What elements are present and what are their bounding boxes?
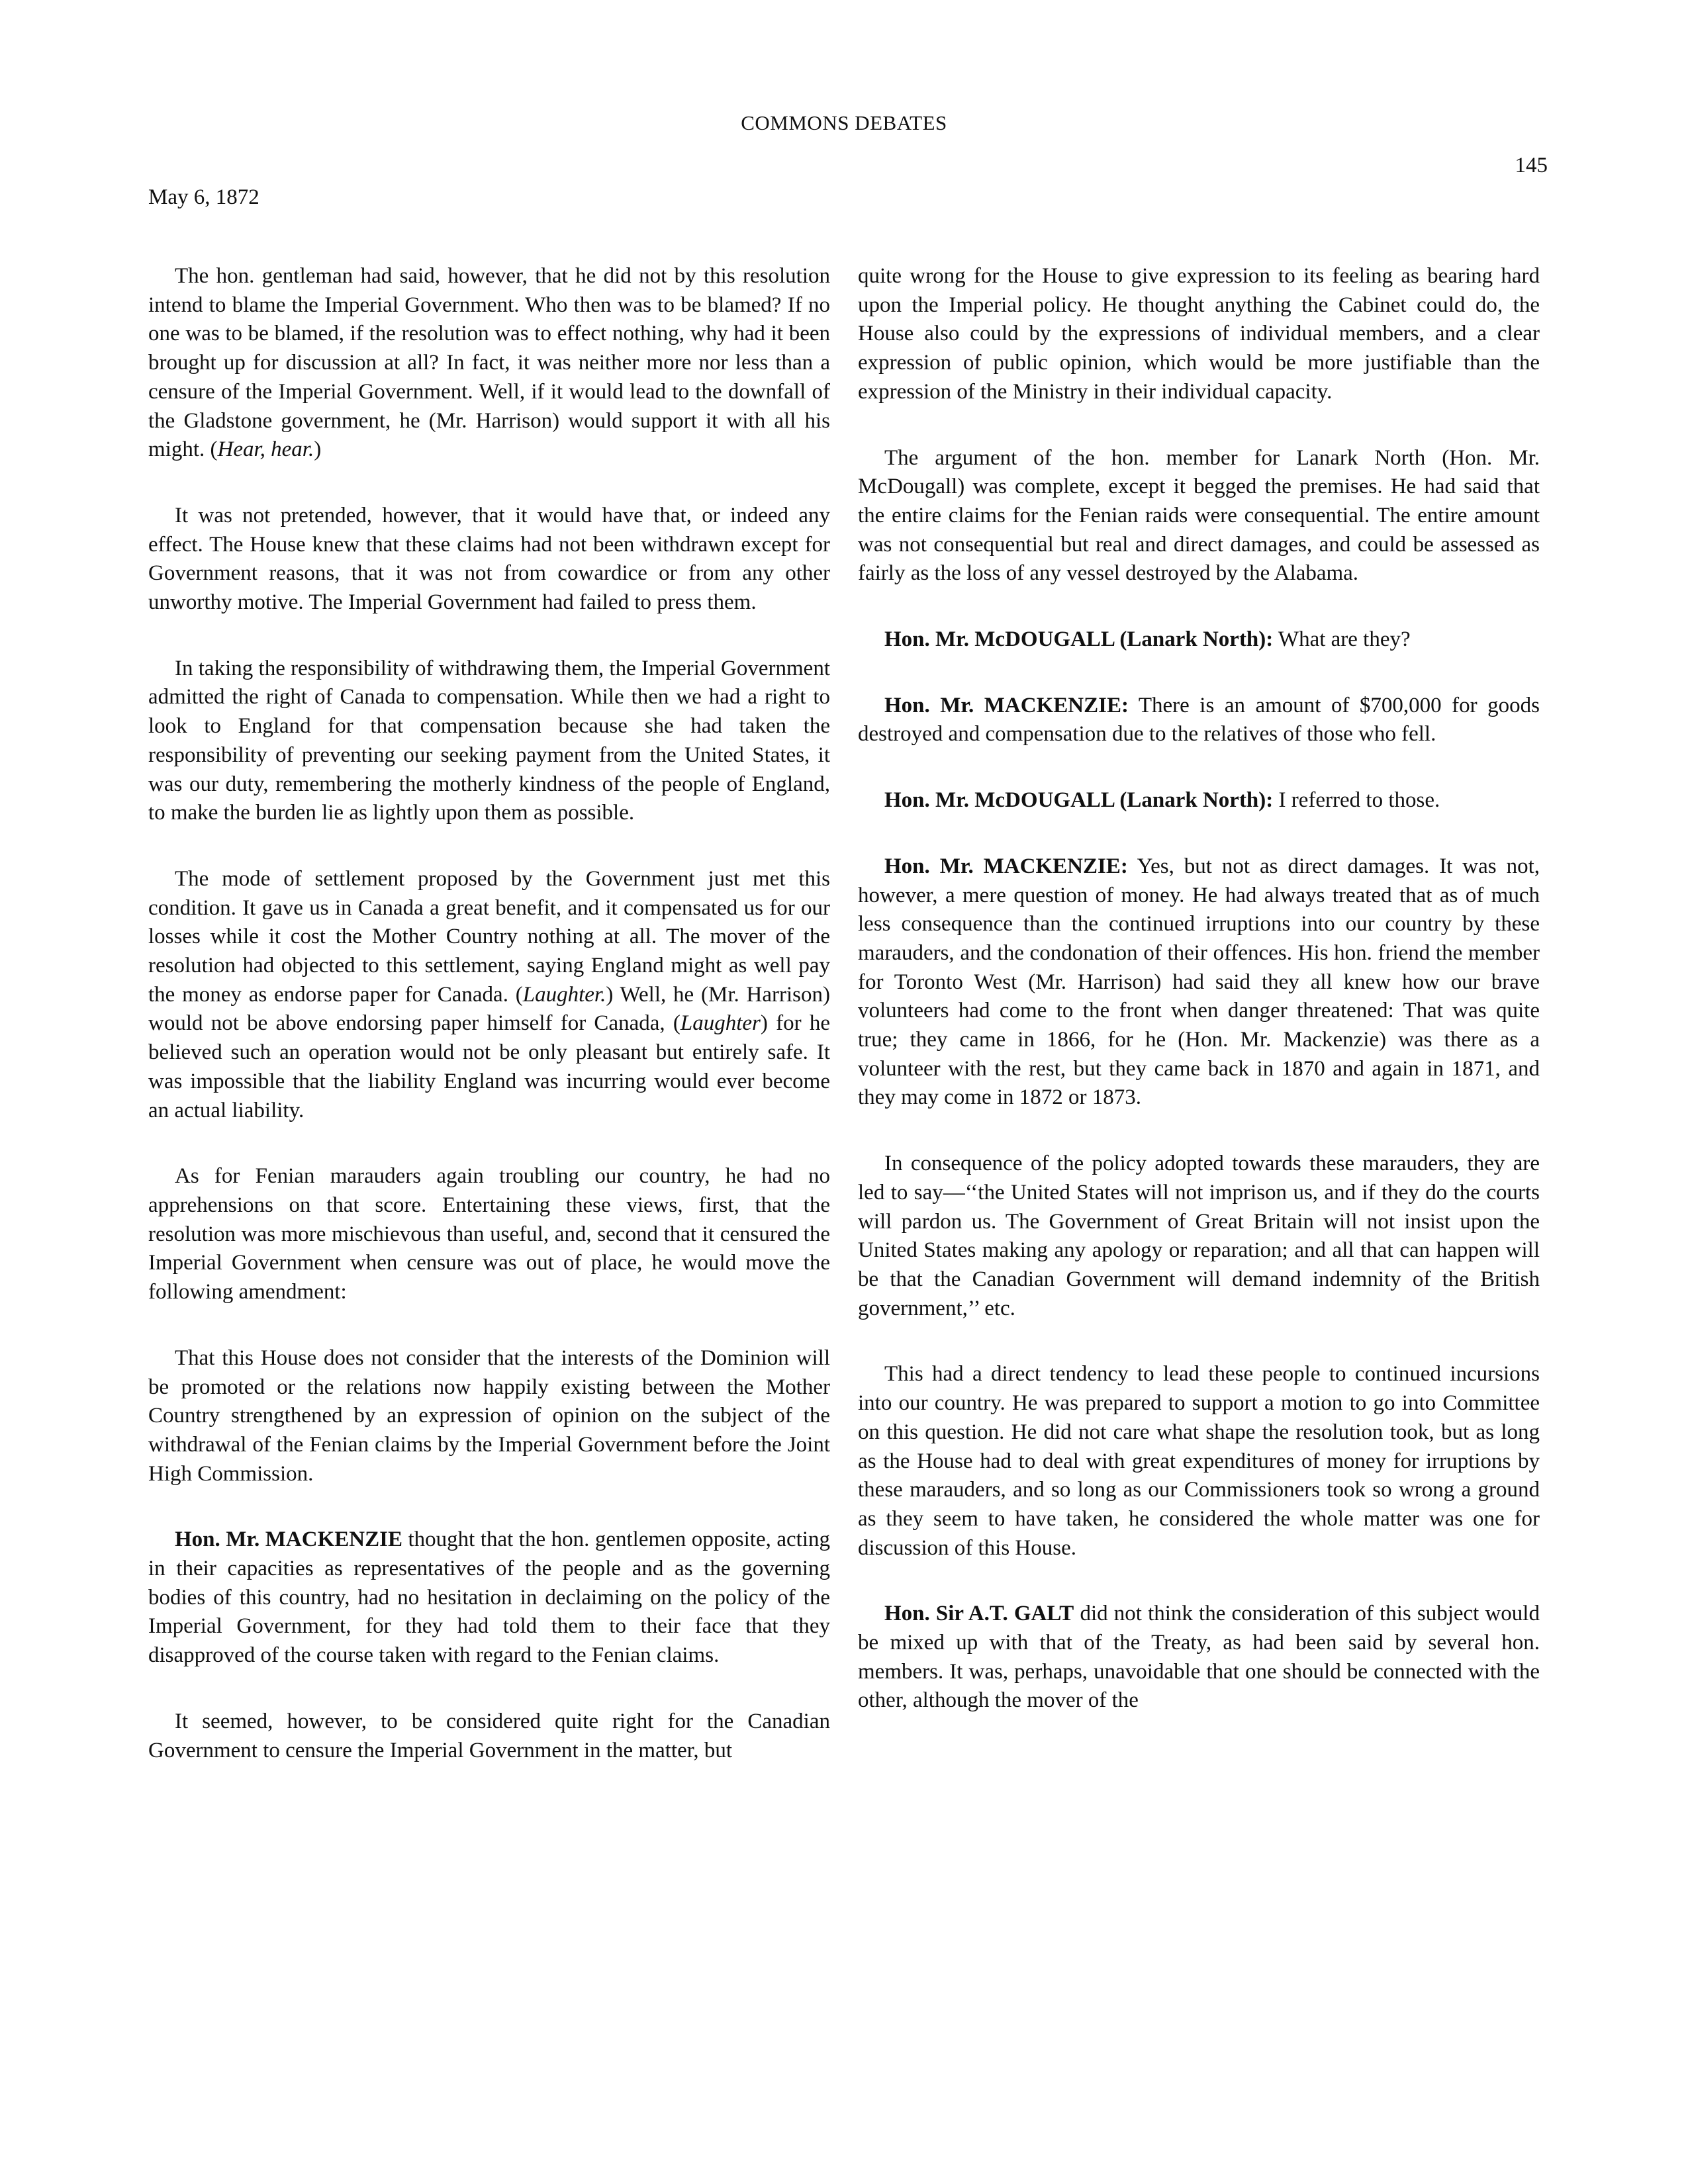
page-number: 145 xyxy=(1515,154,1548,177)
paragraph: As for Fenian marauders again troubling our country, he had no apprehensions on that score. Entertaining these views, first, that the resolution was more mischievous than useful, and, second that it censured the Imperial Government when censure was out of place, he would move the following amendment: xyxy=(148,1164,830,1304)
paragraph: In consequence of the policy adopted towards these marauders, they are led to say—‘‘the United States will not imprison us, and if they do the courts will pardon us. The Government of Great Britain will not insist upon the United States making any apology or reparation; and all that can happen will be that the Canadian Government will demand indemnity of the British government,’’ etc. xyxy=(858,1152,1540,1320)
speaker-name: Hon. Sir A.T. GALT xyxy=(884,1602,1074,1626)
paragraph: quite wrong for the House to give expression to its feeling as bearing hard upon the Imperial policy. He thought anything the Cabinet could do, the House also could by the expressions of individual members, and a clear expression of public opinion, which would be more justifiable than the expression of the Ministry in their individual capacity. xyxy=(858,264,1540,404)
interjection: Laughter xyxy=(680,1011,761,1036)
paragraph: This had a direct tendency to lead these people to continued incursions into our country. He was prepared to support a motion to go into Committee on this question. He did not care what shape the resolution took, but as long as the House had to deal with great expenditures of money for irruptions by these marauders, and so long as our Commissioners took so wrong a ground as they seem to have taken, he considered the whole matter was one for discussion of this House. xyxy=(858,1362,1540,1560)
speech-paragraph: Hon. Mr. MACKENZIE thought that the hon. gentlemen opposite, acting in their capacities as representatives of the people and as the governing bodies of this country, had no hesitation in declaiming on the policy of the Imperial Government, for they had told them to their face that they disapproved of the course taken with regard to the Fenian claims. xyxy=(148,1527,830,1668)
page-header-title: COMMONS DEBATES xyxy=(741,111,947,134)
paragraph: It seemed, however, to be considered quite right for the Canadian Government to censure the Imperial Government in the matter, but xyxy=(148,1709,830,1762)
amendment-text: That this House does not consider that the interests of the Dominion will be promoted or the relations now happily existing between the Mother Country strengthened by an expression of opinion on the subject of the withdrawal of the Fenian claims by the Imperial Government before the Joint High Commission. xyxy=(148,1345,830,1486)
speech-paragraph: Hon. Mr. MACKENZIE: Yes, but not as direct damages. It was not, however, a mere question of money. He had always treated that as of much less consequence than the continued irruptions into our country by these marauders, and the condonation of their offences. His hon. friend the member for Toronto West (Mr. Harrison) had said they all knew how our brave volunteers had come to the front when danger threatened: That was quite true; they came in 1866, for he (Hon. Mr. Mackenzie) was there as a volunteer with the rest, but they came back in 1870 and again in 1871, and they may come in 1872 or 1873. xyxy=(858,854,1540,1110)
interjection: Hear, hear. xyxy=(217,437,314,462)
left-column xyxy=(148,262,830,1765)
speech-paragraph: Hon. Sir A.T. GALT did not think the consideration of this subject would be mixed up with that of the Treaty, as had been said by several hon. members. It was, perhaps, unavoidable that one should be connected with the other, although the mover of the xyxy=(858,1602,1540,1713)
paragraph: In taking the responsibility of withdrawing them, the Imperial Government admitted the right of Canada to compensation. While then we had a right to look to England for that compensation because she had taken the responsibility of preventing our seeking payment from the United States, it was our duty, remembering the motherly kindness of the people of England, to make the burden lie as lightly upon them as possible. xyxy=(148,656,830,825)
speaker-name: Hon. Mr. MACKENZIE: xyxy=(884,854,1128,878)
paragraph: The hon. gentleman had said, however, that he did not by this resolution intend to blame the Imperial Government. Who then was to be blamed? If no one was to be blamed, if the resolution was to effect nothing, why had it been brought up for discussion at all? In fact, it was neither more nor less than a censure of the Imperial Government. Well, if it would lead to the downfall of the Gladstone government, he (Mr. Harrison) would support it with all his might. (Hear, hear.) xyxy=(148,264,830,462)
speaker-name: Hon. Mr. MACKENZIE xyxy=(175,1527,402,1552)
speech-paragraph: Hon. Mr. McDOUGALL (Lanark North): I referred to those. xyxy=(884,788,1440,813)
speaker-name: Hon. Mr. McDOUGALL (Lanark North): xyxy=(884,788,1274,813)
right-column xyxy=(858,262,1540,1715)
paragraph: The mode of settlement proposed by the Government just met this condition. It gave us in Canada a great benefit, and it compensated us for our losses while it cost the Mother Country nothing at all. The mover of the resolution had objected to this settlement, saying England might as well pay the money as endorse paper for Canada. (Laughter.) Well, he (Mr. Harrison) would not be above endorsing paper himself for Canada, (Laughter) for he believed such an operation would not be only pleasant but entirely safe. It was impossible that the liability England was incurring would ever become an actual liability. xyxy=(148,866,830,1122)
speaker-name: Hon. Mr. McDOUGALL (Lanark North): xyxy=(884,627,1274,652)
page-date: May 6, 1872 xyxy=(148,185,259,209)
speaker-name: Hon. Mr. MACKENZIE: xyxy=(884,693,1129,717)
paragraph: It was not pretended, however, that it would have that, or indeed any effect. The House knew that these claims had not been withdrawn except for Government reasons, that it was not from cowardice or from any other unworthy motive. The Imperial Government had failed to press them. xyxy=(148,503,830,615)
interjection: Laughter. xyxy=(522,982,606,1007)
paragraph: The argument of the hon. member for Lanark North (Hon. Mr. McDougall) was complete, except it begged the premises. He had said that the entire claims for the Fenian raids were consequential. The entire amount was not consequential but real and direct damages, and could be assessed as fairly as the loss of any vessel destroyed by the Alabama. xyxy=(858,445,1540,586)
speech-paragraph: Hon. Mr. McDOUGALL (Lanark North): What are they? xyxy=(884,627,1411,652)
speech-paragraph: Hon. Mr. MACKENZIE: There is an amount of $700,000 for goods destroyed and compensation due to the relatives of those who fell. xyxy=(858,693,1540,747)
